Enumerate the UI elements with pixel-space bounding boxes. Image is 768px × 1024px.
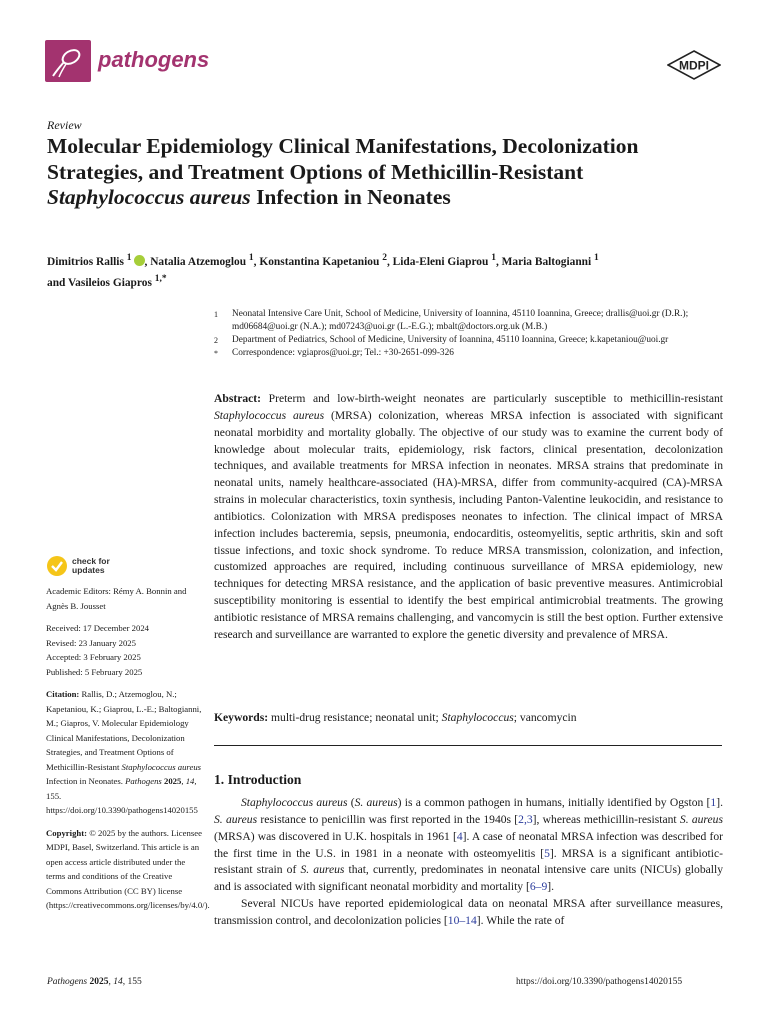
check-for-updates-label: check for	[72, 555, 110, 566]
affiliation-item: 2 Department of Pediatrics, School of Medicine, University of Ioannina, 45110 Ioannina, Greece; k.kapetaniou@uoi.gr	[214, 335, 669, 345]
affiliation-item: 1 Neonatal Intensive Care Unit, School of Medicine, University of Ioannina, 45110 Ioannina, Greece; drallis@uoi.gr (D.R.); md06684@uoi.gr (N.A.); md07243@uoi.gr (L.-E.G.); mbalt@doctors.org.uk (M.B.)	[214, 309, 689, 332]
citation-link[interactable]: 4	[456, 829, 463, 843]
author-name[interactable]: , Lida-Eleni Giaprou	[386, 255, 489, 268]
date-revised: Revised: 23 January 2025	[46, 637, 136, 648]
citation-link[interactable]: 1	[710, 796, 717, 809]
section-divider	[214, 745, 722, 746]
introduction-body	[214, 795, 723, 930]
article-title: Molecular Epidemiology Clinical Manifestations, Decolonization Strategies, and Treatment Options of Methicillin-Resistant Staphylococcus aureus Infection in Neonates	[47, 134, 639, 209]
author-list: Dimitrios Rallis $^1$ , Natalia Atzemoglou $^1$, Konstantina Kapetaniou $^2$, Lida-Eleni Giaprou $^1$, Maria Baltogianni $^1$ and Vasileios Giapros $^{1,*}$	[47, 253, 599, 289]
author-name[interactable]: , Konstantina Kapetaniou	[253, 255, 380, 268]
abstract: Abstract: Preterm and low-birth-weight neonates are particularly susceptible to methicillin-resistant Staphylococcus aureus (MRSA) colonization, whereas MRSA infection is associated with significant neonatal morbidity and mortality globally. The objective of our study was to examine the current body of knowledge about molecular traits, epidemiology, risk factors, clinical presentation, decolonization techniques, and available treatments for MRSA infection in neonates. MRSA strains that predominate in neonatal units, namely healthcare-associated (HA)-MRSA, differ from community-acquired (CA)-MRSA strains in molecular characteristics, toxin synthesis, including Panton-Valentine leukocidin, and resistance to antibiotics. Colonization with MRSA predisposes neonates to infection. The clinical impact of MRSA infection includes bacteremia, sepsis, pneumonia, endocarditis, osteomyelitis, septic arthritis, skin and soft tissue infections, and toxic shock syndrome. To reduce MRSA transmission, colonization, and infection, customized approaches are required, including continuous surveillance of MRSA epidemiology, new techniques for detecting MRSA resistance, and the application of basic preventive measures. Antimicrobial susceptibility monitoring is essential to identify the best empirical antimicrobial treatments. The growing antibiotic resistance of MRSA remains challenging, and vancomycin is still the best option. Further extensive research and surveillance are warranted to explore the genetic diversity and prevalence of MRSA.	[214, 392, 723, 641]
keywords: Keywords: multi-drug resistance; neonatal unit; Staphylococcus; vancomycin	[214, 711, 577, 724]
copyright: Copyright: © 2025 by the authors. Licensee MDPI, Basel, Switzerland. This article is an open access article distributed under the terms and conditions of the Creative Commons Attribution (CC BY) license (https://creativecommons.org/licenses/by/4.0/).	[46, 827, 210, 910]
section-heading: 1. Introduction	[214, 772, 302, 787]
author-name[interactable]: , Natalia Atzemoglou	[144, 255, 247, 268]
check-for-updates-button[interactable]	[46, 555, 110, 577]
citation-link[interactable]: 6–9	[529, 880, 548, 894]
date-received: Received: 17 December 2024	[46, 623, 150, 633]
journal-name: pathogens	[98, 47, 210, 72]
author-name[interactable]: Dimitrios Rallis	[47, 255, 124, 268]
check-for-updates-label: updates	[72, 565, 105, 575]
academic-editors: Academic Editors: Rémy A. Bonnin and Agnès B. Jousset	[46, 586, 187, 611]
journal-logo	[45, 40, 91, 82]
affiliations	[214, 308, 724, 360]
orcid-icon[interactable]	[134, 255, 145, 266]
paragraph: Staphylococcus aureus (S. aureus) is a common pathogen in humans, initially identified by Ogston [1]. S. aureus resistance to penicillin was first reported in the 1940s [2,3], whereas methicillin-resistant S. aureus (MRSA) was discovered in U.K. hospitals in 1961 [4]. A case of neonatal MRSA infection was described for the first time in the U.S. in 1981 in a neonate with osteomyelitis [5]. MRSA is a significant antibiotic-resistant strain of S. aureus that, currently, predominates in neonatal intensive care units (NICUs) globally and is associated with significant neonatal morbidity and mortality [6–9].	[214, 796, 724, 894]
article-type: Review	[47, 118, 82, 132]
pathogens-journal-icon	[45, 40, 91, 82]
check-for-updates-icon	[46, 555, 68, 577]
date-published: Published: 5 February 2025	[46, 666, 143, 677]
paragraph: Several NICUs have reported epidemiological data on neonatal MRSA after surveillance measures, transmission control, and decolonization policies [10–14]. While the rate of	[214, 897, 723, 927]
citation: Citation: Rallis, D.; Atzemoglou, N.; Kapetaniou, K.; Giaprou, L.-E.; Baltogianni, M.; Giapros, V. Molecular Epidemiology Clinical Manifestations, Decolonization Strategies, and Treatment Options of Methicillin-Resistant Staphylococcus aureus Infection in Neonates. Pathogens 2025, 14, 155. https://doi.org/10.3390/pathogens14020155	[46, 689, 202, 815]
date-accepted: Accepted: 3 February 2025	[46, 652, 141, 662]
article-info-sidebar	[46, 584, 210, 913]
mdpi-logo-text: MDPI	[679, 58, 709, 73]
citation-link[interactable]: 2,3	[518, 812, 533, 826]
footer-doi-link[interactable]: https://doi.org/10.3390/pathogens14020155	[516, 977, 683, 987]
citation-link[interactable]: 5	[544, 846, 550, 860]
mdpi-logo	[667, 50, 721, 80]
footer-journal-ref: Pathogens 2025, 14, 155	[47, 977, 142, 987]
author-name[interactable]: , Maria Baltogianni	[495, 255, 592, 268]
affiliation-item: * Correspondence: vgiapros@uoi.gr; Tel.: +30-2651-099-326	[214, 348, 454, 358]
citation-link[interactable]: 10–14	[447, 913, 477, 927]
author-name[interactable]: and Vasileios Giapros	[47, 276, 152, 289]
